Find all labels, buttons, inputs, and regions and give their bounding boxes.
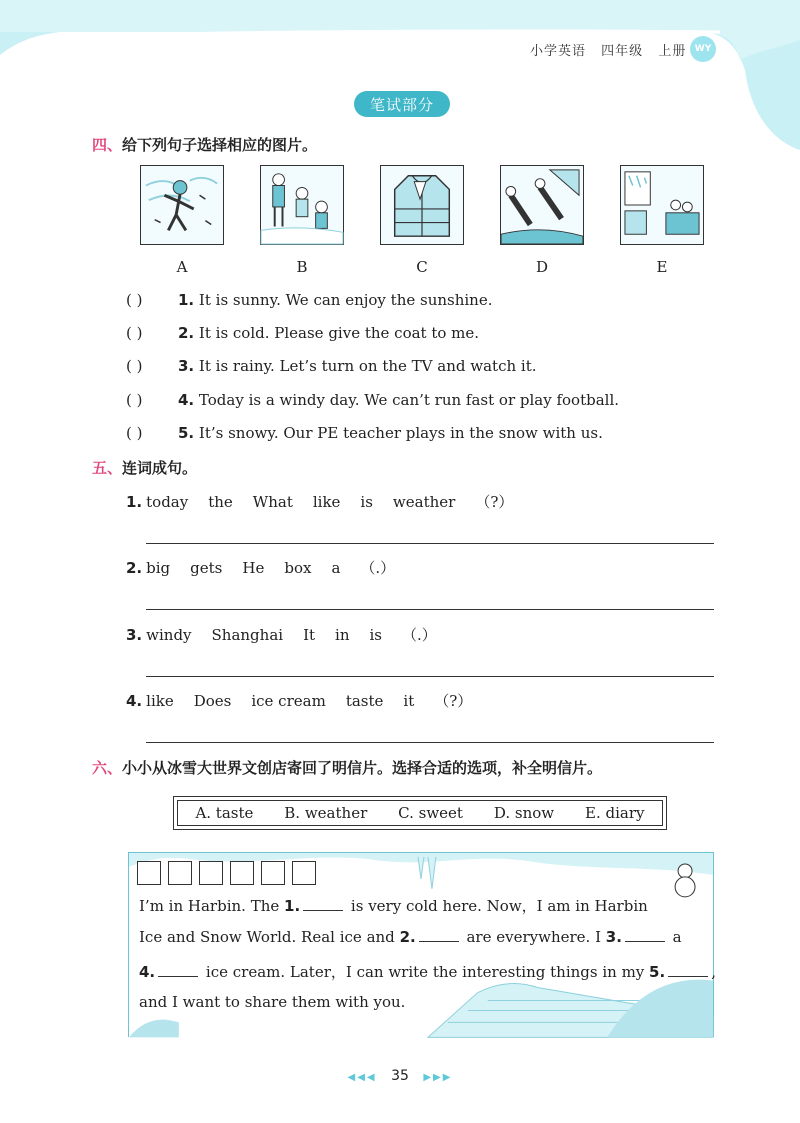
question-text: It is sunny. We can enjoy the sunshine. xyxy=(198,291,493,309)
text: Ice and Snow World. Real ice and xyxy=(139,928,400,946)
page-number-footer xyxy=(340,1068,460,1084)
punctuation: （.） xyxy=(360,559,396,577)
options-box xyxy=(173,796,667,830)
word: is xyxy=(369,626,382,644)
postcode-box[interactable] xyxy=(199,861,223,885)
postcard-line-3 xyxy=(139,961,716,982)
left-arrows-icon: ◀◀◀ xyxy=(347,1072,377,1083)
answer-line-4[interactable] xyxy=(146,742,714,743)
postcode-box[interactable] xyxy=(261,861,285,885)
section-6-number: 六、 xyxy=(92,759,123,777)
postcode-box[interactable] xyxy=(168,861,192,885)
answer-line-3[interactable] xyxy=(146,676,714,677)
word: the xyxy=(208,493,233,511)
answer-blank[interactable]: ( ) xyxy=(126,324,143,342)
item-number: 1. xyxy=(126,493,143,511)
answer-blank[interactable]: ( ) xyxy=(126,391,143,409)
question-number: 4. xyxy=(178,391,195,409)
word: weather xyxy=(392,493,456,511)
option-c: C. sweet xyxy=(398,804,463,822)
picture-label-d: D xyxy=(535,258,549,276)
section-5-number: 五、 xyxy=(92,459,123,477)
picture-b-snow xyxy=(260,165,344,245)
header-band xyxy=(0,0,800,150)
blank-number-2: 2. xyxy=(399,928,416,946)
section-5-heading: 连词成句。 xyxy=(122,459,198,477)
word: like xyxy=(146,692,174,710)
punctuation: （?） xyxy=(475,493,514,511)
option-e: E. diary xyxy=(585,804,645,822)
answer-blank[interactable]: ( ) xyxy=(126,424,143,442)
word: windy xyxy=(146,626,192,644)
text: , xyxy=(711,963,716,981)
picture-a-windy xyxy=(140,165,224,245)
postcode-box[interactable] xyxy=(137,861,161,885)
word: in xyxy=(335,626,350,644)
book-info xyxy=(530,40,696,59)
section-6-heading: 小小从冰雪大世界文创店寄回了明信片。选择合适的选项，补全明信片。 xyxy=(122,759,603,777)
picture-c-coat xyxy=(380,165,464,245)
section-pill: 笔试部分 xyxy=(354,91,450,117)
word: taste xyxy=(345,692,384,710)
reorder-item-2 xyxy=(126,557,415,578)
section-4-number: 四、 xyxy=(92,136,123,154)
text: a xyxy=(667,928,682,946)
word: Does xyxy=(193,692,232,710)
picture-d-sunny xyxy=(500,165,584,245)
postcard xyxy=(128,852,714,1037)
question-5 xyxy=(126,424,603,442)
option-d: D. snow xyxy=(493,804,555,822)
question-number: 1. xyxy=(178,291,195,309)
postcode-box[interactable] xyxy=(230,861,254,885)
postcard-line-2 xyxy=(139,928,682,946)
word: a xyxy=(331,559,341,577)
postcode-box[interactable] xyxy=(292,861,316,885)
section-5-title xyxy=(92,457,197,478)
word: big xyxy=(146,559,171,577)
question-1 xyxy=(126,291,493,309)
blank-number-1: 1. xyxy=(284,897,301,915)
blank-1[interactable] xyxy=(303,899,343,911)
picture-label-e: E xyxy=(656,258,668,276)
blank-3[interactable] xyxy=(625,930,665,942)
question-text: Today is a windy day. We can’t run fast or play football. xyxy=(198,391,620,409)
picture-row xyxy=(140,165,700,250)
question-number: 3. xyxy=(178,357,195,375)
word: gets xyxy=(190,559,223,577)
postcard-line-4: and I want to share them with you. xyxy=(139,993,406,1011)
word: today xyxy=(146,493,189,511)
item-number: 4. xyxy=(126,692,143,710)
question-number: 5. xyxy=(178,424,195,442)
answer-line-2[interactable] xyxy=(146,609,714,610)
word: He xyxy=(242,559,265,577)
word: It xyxy=(303,626,316,644)
word: like xyxy=(312,493,341,511)
blank-number-4: 4. xyxy=(139,963,156,981)
text: is very cold here. Now，I am in Harbin xyxy=(346,897,648,915)
right-arrows-icon: ▶▶▶ xyxy=(423,1072,453,1083)
subject-label: 小学英语 xyxy=(530,44,587,59)
reorder-item-4 xyxy=(126,690,492,711)
question-text: It is cold. Please give the coat to me. xyxy=(198,324,480,342)
section-4-title xyxy=(92,134,317,155)
word: What xyxy=(252,493,293,511)
picture-label-a: A xyxy=(176,258,188,276)
section-6-title xyxy=(92,757,602,778)
picture-label-c: C xyxy=(416,258,428,276)
picture-e-tv xyxy=(620,165,704,245)
reorder-item-1 xyxy=(126,491,533,512)
word: is xyxy=(360,493,373,511)
word: box xyxy=(284,559,312,577)
question-text: It is rainy. Let’s turn on the TV and watch it. xyxy=(198,357,537,375)
blank-number-5: 5. xyxy=(649,963,666,981)
text: ice cream. Later，I can write the interesting things in my xyxy=(201,963,650,981)
answer-line-1[interactable] xyxy=(146,543,714,544)
option-a: A. taste xyxy=(195,804,254,822)
blank-2[interactable] xyxy=(419,930,459,942)
postcard-line-1 xyxy=(139,895,648,916)
question-2 xyxy=(126,324,479,342)
blank-4[interactable] xyxy=(158,965,198,977)
text: I’m in Harbin. The xyxy=(139,897,285,915)
word: ice cream xyxy=(251,692,326,710)
picture-label-b: B xyxy=(296,258,308,276)
item-number: 2. xyxy=(126,559,143,577)
answer-blank[interactable]: ( ) xyxy=(126,291,143,309)
page-number: 35 xyxy=(391,1068,409,1084)
answer-blank[interactable]: ( ) xyxy=(126,357,143,375)
word: it xyxy=(403,692,415,710)
blank-number-3: 3. xyxy=(605,928,622,946)
item-number: 3. xyxy=(126,626,143,644)
punctuation: （.） xyxy=(401,626,437,644)
postcode-boxes xyxy=(137,861,316,885)
word: Shanghai xyxy=(211,626,284,644)
volume-label: 上册 xyxy=(658,44,687,59)
question-4 xyxy=(126,391,619,409)
question-text: It’s snowy. Our PE teacher plays in the snow with us. xyxy=(198,424,603,442)
reorder-item-3 xyxy=(126,624,457,645)
grade-label: 四年级 xyxy=(601,44,644,59)
publisher-badge: WY xyxy=(690,36,716,62)
blank-5[interactable] xyxy=(668,965,708,977)
question-3 xyxy=(126,357,537,375)
punctuation: （?） xyxy=(434,692,473,710)
question-number: 2. xyxy=(178,324,195,342)
option-b: B. weather xyxy=(284,804,368,822)
text: are everywhere. I xyxy=(461,928,606,946)
section-4-heading: 给下列句子选择相应的图片。 xyxy=(122,136,318,154)
